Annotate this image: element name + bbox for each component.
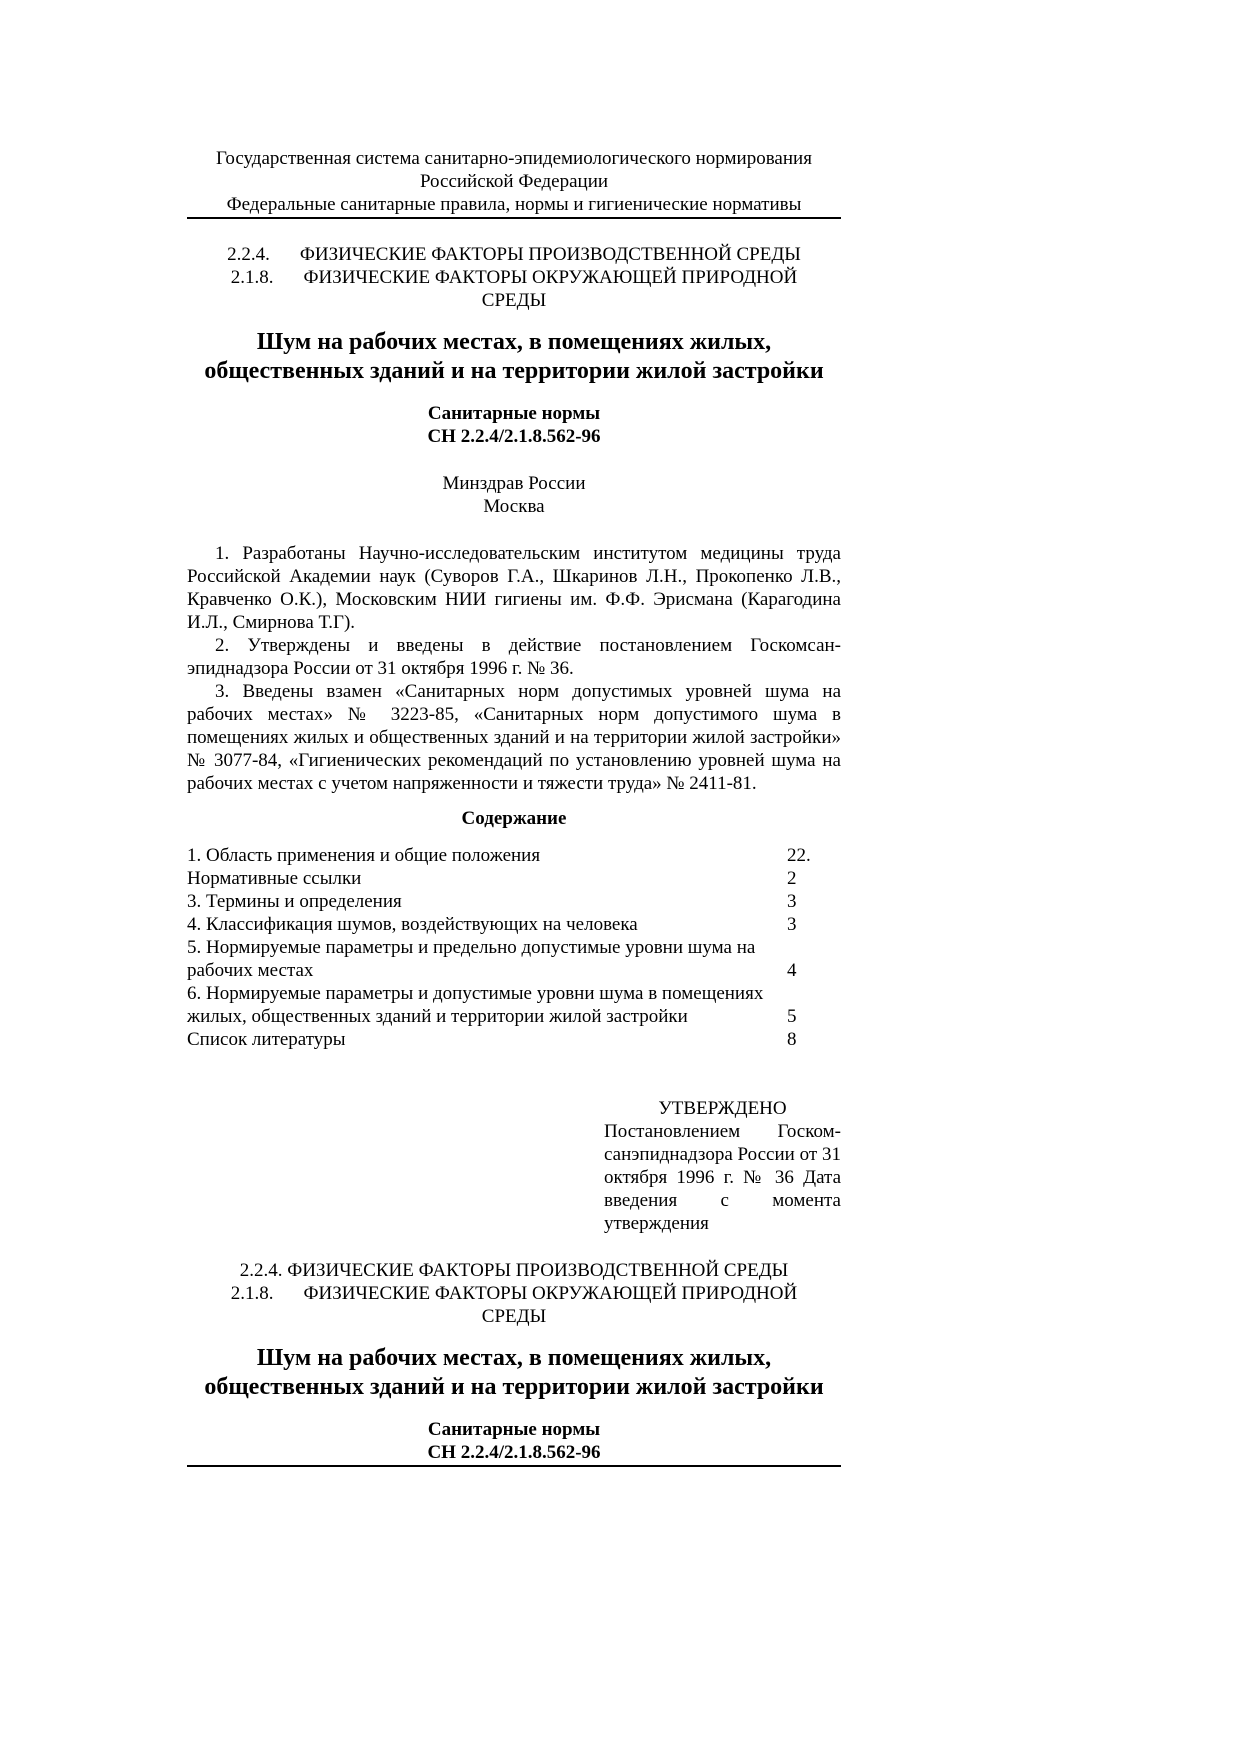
publisher-ministry: Минздрав России [442, 473, 586, 494]
title-line-1: Шум на рабочих местах, в помещениях жилых, [256, 329, 772, 355]
section-line [187, 289, 841, 312]
section-title: СРЕДЫ [481, 1306, 547, 1327]
toc-item-page: 4 [787, 960, 797, 981]
toc-item-text: Список литературы [187, 1029, 346, 1050]
doc-type-code: СН 2.2.4/2.1.8.562-96 [427, 1442, 601, 1463]
section-title: ФИЗИЧЕСКИЕ ФАКТОРЫ ОКРУЖАЮЩЕЙ ПРИРОДНОЙ [303, 1283, 798, 1304]
section-line [187, 243, 841, 266]
toc-item-text: 1. Область применения и общие положения [187, 845, 541, 866]
toc-item [187, 867, 841, 890]
toc-item [187, 1028, 841, 1051]
paragraph-3: 3. Введены взамен «Санитарных норм допустимых уровней шума на рабочих местах» № 3223-85, «Санитарных норм допустимого шума в помещениях жилых и общественных зданий и на территории жилой застройки» № 3077-84, «Гигиенических рекомендаций по установлению уровней шума на рабочих местах с учетом напряженности и тяжести труда» № 2411-81. [187, 681, 841, 794]
paragraph-2: 2. Утверждены и введены в действие постановлением Госкомсан-эпиднадзора России от 31 октября 1996 г. № 36. [187, 635, 841, 679]
publisher-block [187, 472, 841, 518]
toc-title: Содержание [461, 808, 567, 829]
doc-type-label: Санитарные нормы [427, 403, 601, 424]
intro-paragraphs [187, 542, 841, 795]
doc-type-label: Санитарные нормы [427, 1419, 601, 1440]
section-title: ФИЗИЧЕСКИЕ ФАКТОРЫ ОКРУЖАЮЩЕЙ ПРИРОДНОЙ [303, 267, 798, 288]
header-line-2: Российской Федерации [419, 171, 609, 192]
toc-item-page: 3 [787, 914, 797, 935]
title-line-2: общественных зданий и на территории жилой застройки [204, 1374, 824, 1400]
approval-heading: УТВЕРЖДЕНО [658, 1098, 787, 1119]
section-line [187, 1305, 841, 1328]
toc-item-text: 4. Классификация шумов, воздействующих на человека [187, 914, 638, 935]
section-title: СРЕДЫ [481, 290, 547, 311]
document-type-repeat [187, 1418, 841, 1467]
document-type [187, 402, 841, 448]
section-title: 2.2.4. ФИЗИЧЕСКИЕ ФАКТОРЫ ПРОИЗВОДСТВЕННОЙ СРЕДЫ [239, 1260, 789, 1281]
header-line-1: Государственная система санитарно-эпидемиологического нормирования [216, 148, 812, 169]
toc-item-text: 6. Нормируемые параметры и допустимые уровни шума в помещениях жилых, общественных зданий и территории жилой застройки [187, 983, 764, 1027]
table-of-contents [187, 844, 841, 1051]
section-line [187, 1282, 841, 1305]
toc-item [187, 982, 841, 1028]
toc-item-text: 3. Термины и определения [187, 891, 402, 912]
toc-item-text: 5. Нормируемые параметры и предельно допустимые уровни шума на рабочих местах [187, 937, 756, 981]
toc-item-page: 2 [787, 868, 797, 889]
document-page [187, 147, 841, 1467]
header-line-3: Федеральные санитарные правила, нормы и гигиенические нормативы [226, 194, 802, 215]
toc-item [187, 936, 841, 982]
section-line [187, 1259, 841, 1282]
toc-item-page: 3 [787, 891, 797, 912]
section-code: 2.2.4. [227, 244, 270, 265]
publisher-city: Москва [483, 496, 545, 517]
approval-text: Постановлением Госком-санэпиднадзора России от 31 октября 1996 г. № 36 Дата введения с момента утверждения [604, 1121, 841, 1234]
toc-item [187, 844, 841, 867]
doc-type-code: СН 2.2.4/2.1.8.562-96 [427, 426, 601, 447]
title-line-1: Шум на рабочих местах, в помещениях жилых, [256, 1345, 772, 1371]
section-code: 2.1.8. [230, 267, 274, 288]
document-title-repeat [187, 1344, 841, 1402]
document-title [187, 328, 841, 386]
toc-item-page: 5 [787, 1006, 797, 1027]
title-line-2: общественных зданий и на территории жилой застройки [204, 358, 824, 384]
toc-item-page: 8 [787, 1029, 797, 1050]
section-codes-repeat [187, 1259, 841, 1328]
section-line [187, 266, 841, 289]
section-codes [187, 243, 841, 312]
paragraph-1: 1. Разработаны Научно-исследовательским институтом медицины труда Российской Академии наук (Суворов Г.А., Шкаринов Л.Н., Прокопенко Л.В., Кравченко О.К.), Московским НИИ гигиены им. Ф.Ф. Эрисмана (Карагодина И.Л., Смирнова Т.Г). [187, 543, 841, 633]
toc-item-text: Нормативные ссылки [187, 868, 362, 889]
toc-item [187, 913, 841, 936]
section-title: ФИЗИЧЕСКИЕ ФАКТОРЫ ПРОИЗВОДСТВЕННОЙ СРЕДЫ [299, 244, 801, 265]
toc-item-page: 22. [787, 845, 811, 866]
section-code: 2.1.8. [230, 1283, 274, 1304]
approval-block [604, 1097, 841, 1235]
toc-item [187, 890, 841, 913]
header-block [187, 147, 841, 219]
